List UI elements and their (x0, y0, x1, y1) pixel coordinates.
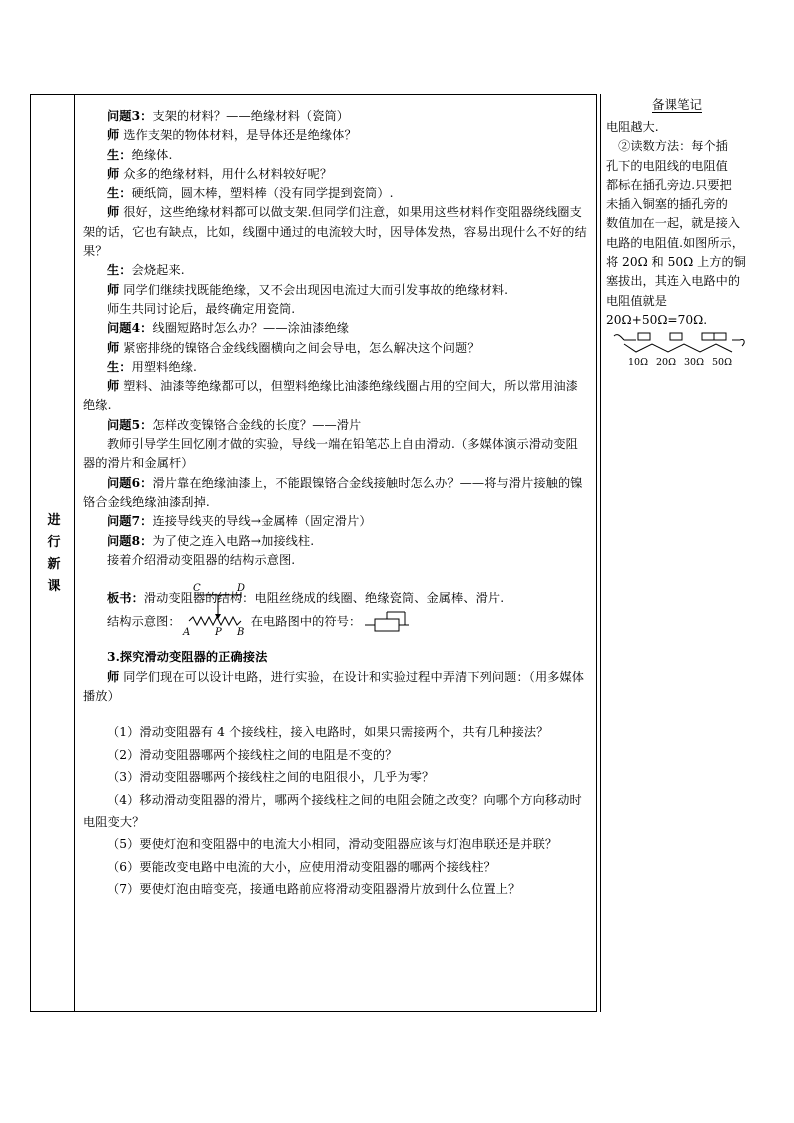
table-right-border (596, 94, 597, 1012)
note-line: 20Ω+50Ω=70Ω. (606, 312, 708, 327)
line-text: 硬纸筒，圆木棒，塑料棒（没有同学提到瓷筒）. (131, 186, 394, 201)
line-text: 紧密排绕的镍铬合金线线圈横向之间会导电，怎么解决这个问题？ (119, 340, 480, 355)
label-c: C (192, 583, 201, 595)
dialogue-line (83, 319, 588, 338)
line-text: 教师引导学生回忆刚才做的实验，导线一端在铅笔芯上自由滑动.（多媒体演示滑动变阻器的滑片和金属杆） (83, 437, 578, 471)
note-line: 电阻越大. (606, 120, 659, 134)
question-list (83, 721, 588, 900)
speaker-lead: 问题4： (107, 321, 153, 336)
speaker-lead: 师 (107, 379, 120, 394)
dialogue-line (83, 165, 588, 184)
line-text: 接着介绍滑动变阻器的结构示意图. (107, 552, 296, 567)
dialogue-line (83, 339, 588, 358)
question-item: （7）要使灯泡由暗变亮，接通电路前应将滑动变阻器滑片放到什么位置上？ (107, 882, 521, 897)
diagram-middle: 在电路图中的符号： (250, 614, 362, 629)
box-label-30: 30Ω (684, 357, 704, 369)
section-label-char: 进 (47, 513, 61, 528)
label-d: D (236, 583, 245, 595)
dialogue-line (83, 358, 588, 377)
section-label (44, 510, 64, 598)
board-note (83, 589, 588, 608)
table-bottom-border (30, 1011, 597, 1012)
notes-column (606, 118, 762, 368)
dialogue-line (83, 300, 588, 319)
section-label-char: 行 (47, 535, 61, 550)
rheostat-structure-diagram (181, 581, 247, 637)
speaker-lead: 生： (107, 263, 132, 278)
line-text: 怎样改变镍铬合金线的长度？——滑片 (152, 417, 362, 432)
line-text: 同学们继续找既能绝缘，又不会出现因电流过大而引发事故的绝缘材料. (119, 282, 509, 297)
line-text: 绝缘体. (131, 147, 173, 162)
line-text: 滑片靠在绝缘油漆上，不能跟镍铬合金线接触时怎么办？——将与滑片接触的镍铬合金线绝缘油漆刮掉. (83, 475, 583, 509)
line-text: 塑料、油漆等绝缘都可以，但塑料绝缘比油漆绝缘线圈占用的空间大，所以常用油漆绝缘. (83, 379, 578, 413)
dialogue-line (83, 474, 588, 513)
copper-plug (714, 333, 726, 340)
line-text: 众多的绝缘材料，用什么材料较好呢？ (119, 166, 333, 181)
line-text: 为了使之连入电路→加接线柱. (152, 533, 315, 548)
speaker-lead: 生： (107, 186, 132, 201)
speaker-lead: 问题6： (107, 475, 153, 490)
line-text: 会烧起来. (131, 263, 185, 278)
label-a: A (182, 627, 191, 638)
table-left-border (30, 94, 31, 1012)
dialogue-line (83, 184, 588, 203)
board-lead: 板书： (107, 591, 144, 606)
diagram-prefix: 结构示意图： (107, 614, 181, 629)
note-line: 将 20Ω 和 50Ω 上方的铜 (606, 255, 746, 270)
section-label-char: 课 (47, 579, 61, 594)
speaker-lead: 生： (107, 359, 132, 374)
speaker-lead: 问题8： (107, 533, 153, 548)
label-b: B (236, 627, 245, 638)
note-line: 电阻值就是 (606, 293, 667, 308)
dialogue-line (83, 512, 588, 531)
speaker-lead: 生： (107, 147, 132, 162)
dialogue-line (83, 416, 588, 435)
dialogue-line (83, 261, 588, 280)
board-text: 滑动变阻器的结构：电阻丝绕成的线圈、绝缘瓷筒、金属棒、滑片. (143, 591, 505, 606)
speaker-lead: 师 (107, 166, 120, 181)
dialogue-line (83, 107, 588, 126)
note-line: 数值加在一起，就是接入 (606, 216, 741, 231)
dialogue-line (83, 532, 588, 551)
box-label-10: 10Ω (628, 357, 648, 369)
table-top-border (30, 94, 597, 95)
table-column-divider (74, 94, 75, 1012)
line-text: 连接导线夹的导线→金属棒（固定滑片） (152, 514, 372, 529)
speaker-teacher: 师 (107, 669, 120, 684)
line-text: 选作支架的物体材料，是导体还是绝缘体？ (119, 128, 357, 143)
speaker-lead: 师 (107, 128, 120, 143)
copper-plug (670, 333, 682, 340)
note-line: 孔下的电阻线的电阻值 (606, 158, 728, 173)
notes-title: 备课笔记 (652, 97, 703, 112)
dialogue-line (83, 377, 588, 416)
section-heading: 3.探究滑动变阻器的正确接法 (107, 650, 268, 665)
resistance-box-diagram (612, 332, 746, 368)
note-line: 都标在插孔旁边.只要把 (606, 177, 732, 192)
question-item: （1）滑动变阻器有 4 个接线柱，接入电路时，如果只需接两个，共有几种接法？ (107, 725, 549, 740)
question-item: （2）滑动变阻器哪两个接线柱之间的电阻是不变的？ (107, 747, 398, 762)
section-label-char: 新 (47, 557, 61, 572)
question-item: （5）要使灯泡和变阻器中的电流大小相同，滑动变阻器应该与灯泡串联还是并联？ (107, 837, 558, 852)
copper-plug (702, 333, 714, 340)
note-line: ②读数方法：每个插 (606, 139, 728, 154)
lesson-content (83, 107, 588, 901)
speaker-lead: 师 (107, 205, 120, 220)
section-intro-text: 同学们现在可以设计电路，进行实验，在设计和实验过程中弄清下列问题：（用多媒体播放） (83, 669, 585, 704)
speaker-lead: 问题5： (107, 417, 153, 432)
speaker-lead: 问题3： (107, 109, 153, 123)
dialogue-line (83, 281, 588, 300)
speaker-lead: 师 (107, 282, 120, 297)
copper-plug (638, 333, 650, 340)
line-text: 线圈短路时怎么办？——涂油漆绝缘 (152, 321, 350, 336)
box-label-50: 50Ω (712, 357, 732, 369)
speaker-lead: 问题7： (107, 514, 153, 529)
rheostat-circuit-symbol (365, 610, 413, 634)
label-p: P (214, 627, 222, 638)
dialogue-lines (83, 107, 588, 570)
question-item: （6）要能改变电路中电流的大小，应使用滑动变阻器的哪两个接线柱？ (107, 859, 496, 874)
dialogue-line (83, 551, 588, 570)
line-text: 师生共同讨论后，最终确定用瓷筒. (107, 301, 296, 316)
notes-lines (606, 118, 762, 330)
question-item: （4）移动滑动变阻器的滑片，哪两个接线柱之间的电阻会随之改变？向哪个方向移动时电阻变大？ (83, 792, 582, 829)
notes-margin-line (600, 94, 601, 1012)
dialogue-line (83, 435, 588, 474)
line-text: 用塑料绝缘. (131, 359, 197, 374)
note-line: 未插入铜塞的插孔旁的 (606, 197, 728, 212)
note-line: 电路的电阻值.如图所示， (606, 235, 744, 250)
note-line: 塞拔出，其连入电路中的 (606, 274, 741, 289)
line-text: 很好，这些绝缘材料都可以做支架.但同学们注意，如果用这些材料作变阻器绕线圈支架的话，它也有缺点，比如，线圈中通过的电流较大时，因导体发热，容易出现什么不好的结果？ (83, 205, 587, 259)
dialogue-line (83, 126, 588, 145)
dialogue-line (83, 146, 588, 165)
speaker-lead: 师 (107, 340, 120, 355)
dialogue-line (83, 203, 588, 261)
question-item: （3）滑动变阻器哪两个接线柱之间的电阻很小，几乎为零？ (107, 770, 435, 785)
box-label-20: 20Ω (656, 357, 676, 369)
section-intro (83, 668, 588, 707)
line-text: 支架的材料？——绝缘材料（瓷筒） (152, 109, 350, 123)
